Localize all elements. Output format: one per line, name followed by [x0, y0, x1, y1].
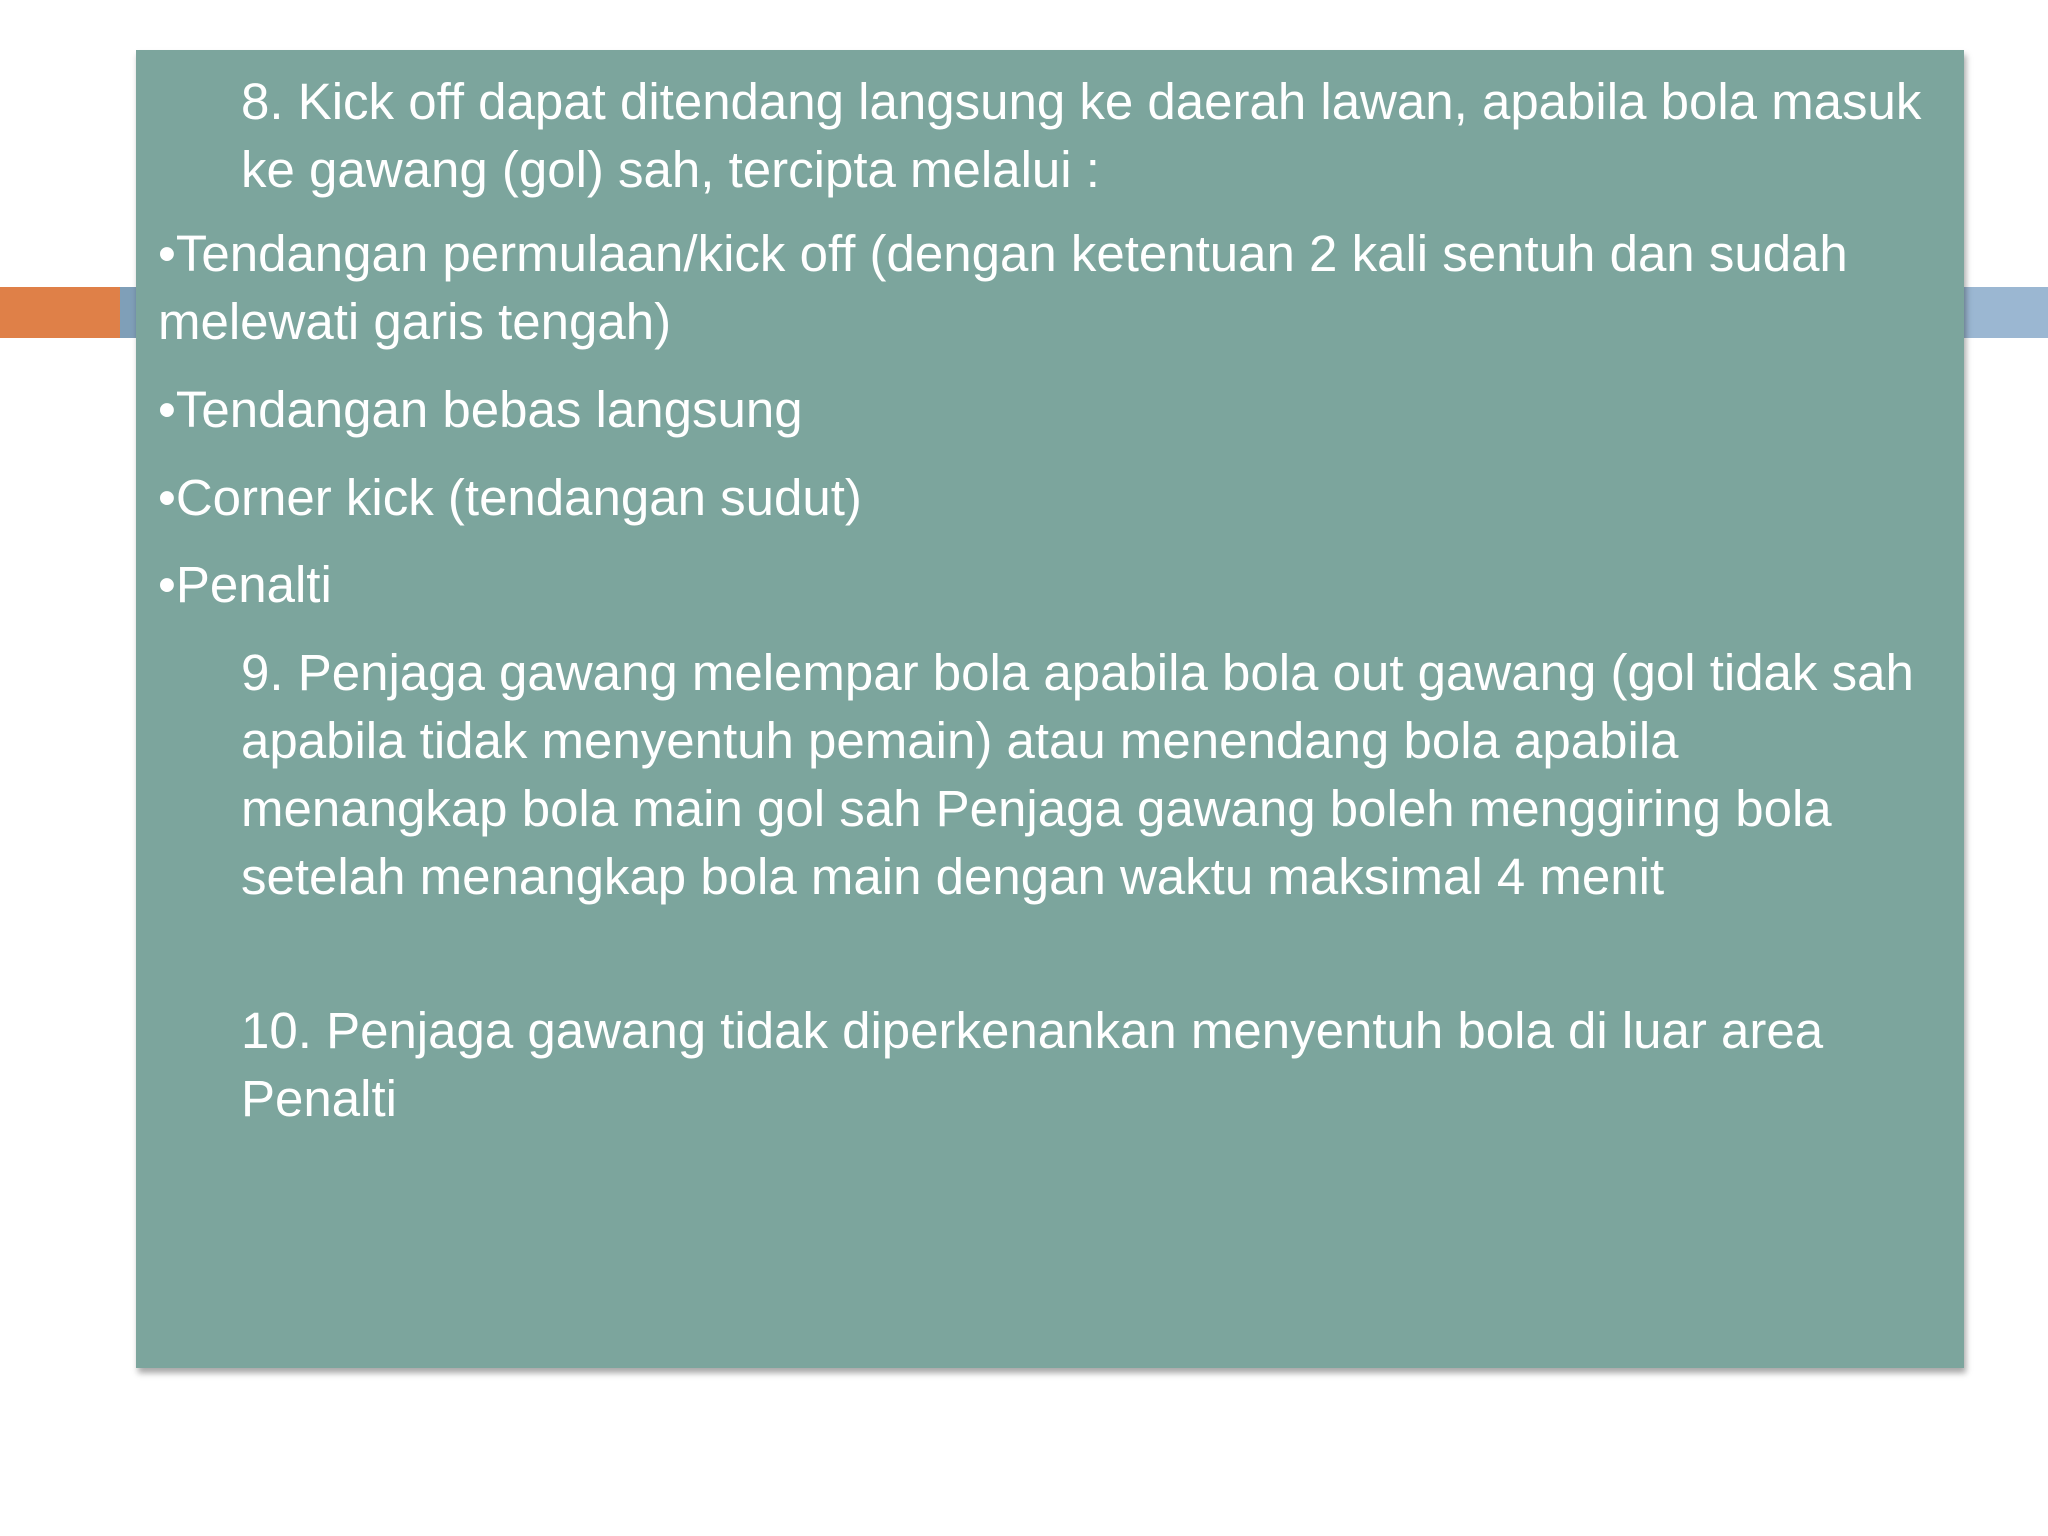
bullet-free-kick: •Tendangan bebas langsung: [158, 381, 803, 438]
bullet-kick-off: •Tendangan permulaan/kick off (dengan ketentuan 2 kali sentuh dan sudah melewati garis tengah): [158, 225, 1848, 350]
rule-8-text: 8. Kick off dapat ditendang langsung ke daerah lawan, apabila bola masuk ke gawang (gol) sah, tercipta melalui :: [241, 73, 1922, 198]
rule-10-text: 10. Penjaga gawang tidak diperkenankan menyentuh bola di luar area Penalti: [241, 1002, 1824, 1127]
bullet-corner-kick: •Corner kick (tendangan sudut): [158, 469, 862, 526]
slide-content-box: [136, 50, 1964, 1368]
rule-9-text: 9. Penjaga gawang melempar bola apabila bola out gawang (gol tidak sah apabila tidak menyentuh pemain) atau menendang bola apabila menangkap bola main gol sah Penjaga gawang boleh menggiring bola setelah menangkap bola main dengan waktu maksimal 4 menit: [241, 644, 1914, 905]
accent-bar-right: [1960, 287, 2048, 338]
bullet-penalty: •Penalti: [158, 556, 332, 613]
accent-bar-left: [0, 287, 120, 338]
